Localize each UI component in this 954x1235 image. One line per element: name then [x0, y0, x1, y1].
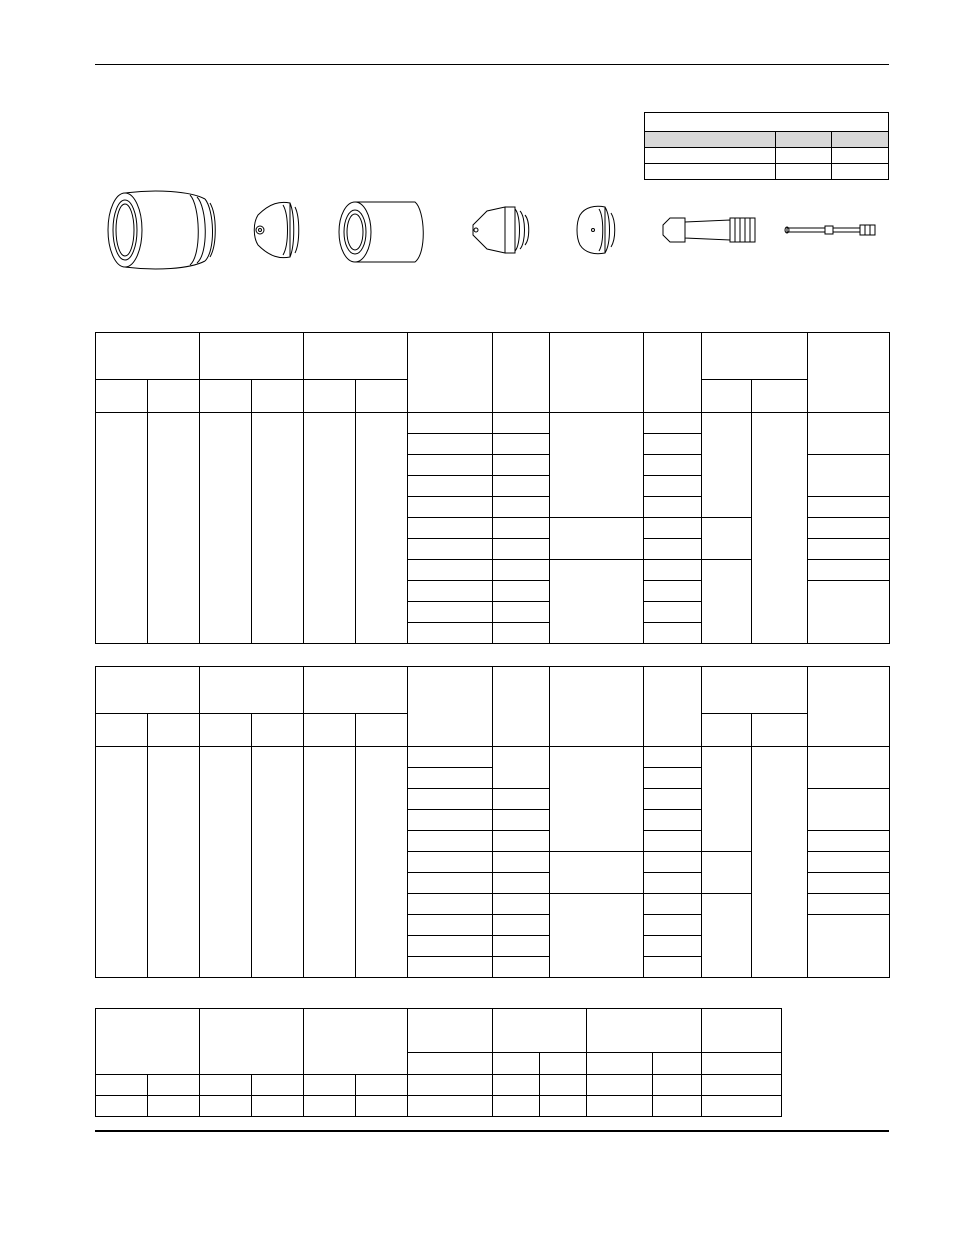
- header-cell: [550, 333, 644, 413]
- consumables-table-3: [95, 1008, 782, 1117]
- water-tube-icon: [785, 225, 875, 235]
- reference-table-cell: [645, 164, 776, 180]
- header-cell: [96, 667, 200, 714]
- consumables-table-1: [95, 332, 890, 644]
- header-cell: [408, 1009, 493, 1053]
- consumable-parts-illustration: [95, 185, 889, 275]
- header-cell: [808, 333, 890, 413]
- reference-table-header-cell: [645, 132, 776, 148]
- header-cell: [304, 333, 408, 380]
- shield-cap-icon: [108, 191, 215, 269]
- header-cell: [644, 667, 702, 747]
- header-cell: [304, 667, 408, 714]
- header-cell: [493, 667, 550, 747]
- header-cell: [493, 1009, 587, 1053]
- table-cell: [96, 413, 148, 644]
- header-cell: [808, 667, 890, 747]
- header-cell: [408, 333, 493, 413]
- header-cell: [493, 333, 550, 413]
- header-cell: [96, 333, 200, 380]
- header-cell: [644, 333, 702, 413]
- header-cell: [702, 333, 808, 380]
- shield-icon: [254, 202, 299, 257]
- swirl-ring-icon: [577, 206, 615, 253]
- header-cell: [408, 667, 493, 747]
- retaining-cap-icon: [339, 202, 423, 262]
- header-cell: [304, 1009, 408, 1075]
- reference-table-cell: [645, 148, 776, 164]
- electrode-icon: [663, 218, 755, 242]
- header-cell: [200, 333, 304, 380]
- header-cell: [200, 1009, 304, 1075]
- table-cell: [408, 413, 493, 434]
- table-cell: [96, 1096, 148, 1117]
- reference-table-title-cell: [645, 113, 889, 132]
- header-cell: [587, 1009, 702, 1053]
- header-cell: [200, 667, 304, 714]
- header-cell: [702, 1009, 782, 1053]
- table-cell: [96, 1075, 148, 1096]
- top-rule: [95, 64, 889, 65]
- header-cell: [96, 1009, 200, 1075]
- nozzle-icon: [473, 207, 529, 253]
- reference-table: [644, 112, 889, 180]
- table-cell: [96, 747, 148, 978]
- header-cell: [702, 667, 808, 714]
- header-cell: [550, 667, 644, 747]
- consumables-table-2: [95, 666, 890, 978]
- bottom-rule: [95, 1130, 889, 1132]
